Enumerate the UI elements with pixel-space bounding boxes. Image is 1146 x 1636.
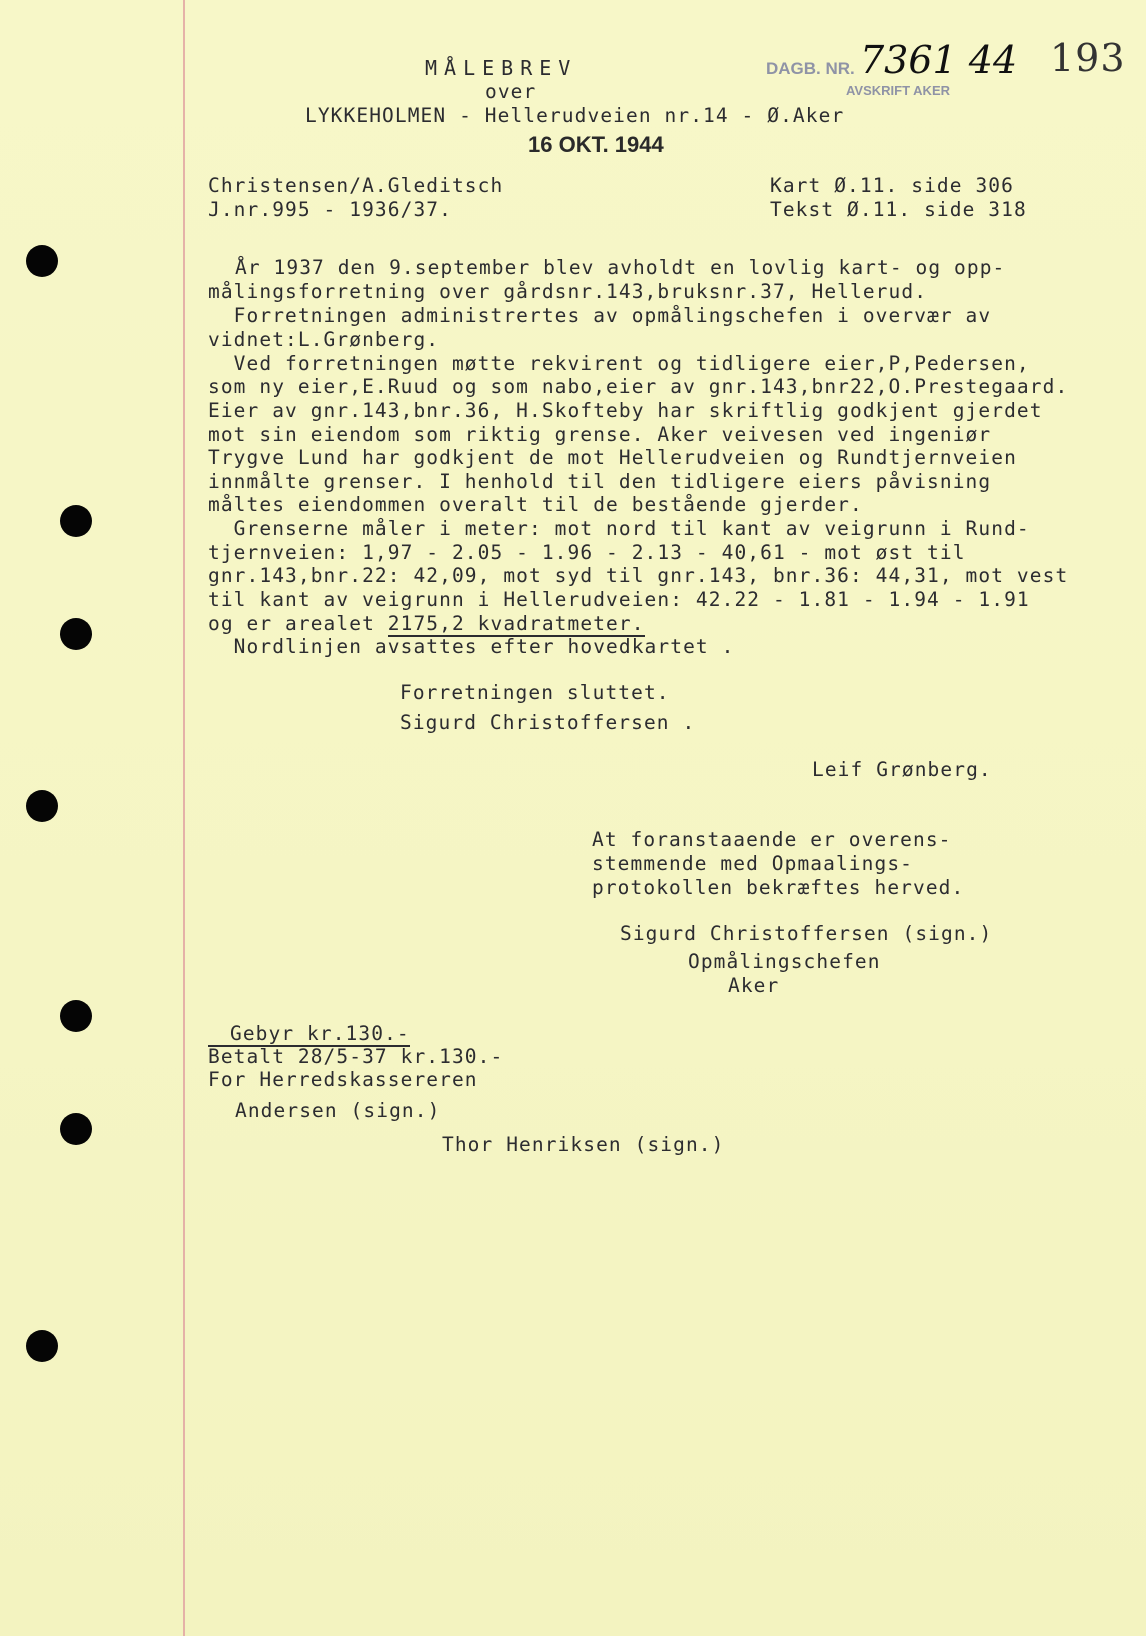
fee-for: For Herredskassereren [208, 1068, 478, 1091]
title-over: over [485, 80, 537, 103]
punch-hole [60, 618, 92, 650]
punch-hole [26, 1330, 58, 1362]
body-line: målingsforretning over gårdsnr.143,bruksnr.37, Hellerud. [208, 280, 928, 303]
area-value: 2175,2 kvadratmeter. [387, 612, 645, 635]
reference-right-1: Kart Ø.11. side 306 [770, 174, 1014, 197]
punch-hole [26, 790, 58, 822]
punch-hole [60, 505, 92, 537]
certification-role: Opmålingschefen [688, 950, 881, 973]
property-line: LYKKEHOLMEN - Hellerudveien nr.14 - Ø.Aker [305, 104, 845, 127]
certification-line: protokollen bekræftes herved. [592, 876, 965, 899]
body-line: Forretningen administrertes av opmålingschefen i overvær av [208, 304, 992, 327]
reference-right-2: Tekst Ø.11. side 318 [770, 198, 1027, 221]
closing-concluded: Forretningen sluttet. [400, 681, 670, 704]
fee-andersen: Andersen (sign.) [235, 1099, 441, 1122]
dagb-stamp: DAGB. NR. [766, 59, 855, 78]
date-stamp: 16 OKT. 1944 [528, 132, 664, 157]
closing-signer-1: Sigurd Christoffersen . [400, 711, 696, 734]
punch-hole [60, 1113, 92, 1145]
fee-betalt: Betalt 28/5-37 kr.130.- [208, 1045, 504, 1068]
body-line: til kant av veigrunn i Hellerudveien: 42.22 - 1.81 - 1.94 - 1.91 [208, 588, 1030, 611]
body-line: innmålte grenser. I henhold til den tidligere eiers påvisning [208, 470, 992, 493]
body-line: vidnet:L.Grønberg. [208, 328, 440, 351]
certification-line: At foranstaaende er overens- [592, 828, 952, 851]
reference-left-2: J.nr.995 - 1936/37. [208, 198, 452, 221]
body-line: mot sin eiendom som riktig grense. Aker veivesen ved ingeniør [208, 423, 992, 446]
body-line: Nordlinjen avsattes efter hovedkartet . [208, 635, 735, 658]
body-line: Ved forretningen møtte rekvirent og tidligere eier,P,Pedersen, [208, 352, 1030, 375]
body-line: Grenserne måler i meter: mot nord til kant av veigrunn i Rund- [208, 517, 1030, 540]
page-number: 193 [1050, 36, 1126, 80]
body-line: som ny eier,E.Ruud og som nabo,eier av gnr.143,bnr22,O.Prestegaard. [208, 375, 1069, 398]
handwritten-journal-number: 7361 44 [860, 38, 1018, 82]
fee-gebyr-text: Gebyr kr.130.- [208, 1022, 410, 1047]
punch-hole [26, 245, 58, 277]
body-line: Trygve Lund har godkjent de mot Hellerudveien og Rundtjernveien [208, 446, 1017, 469]
area-prefix: og er arealet [208, 612, 388, 635]
fee-gebyr [208, 1022, 410, 1046]
avskrift-stamp: AVSKRIFT AKER [846, 83, 950, 98]
reference-left-1: Christensen/A.Gleditsch [208, 174, 504, 197]
fee-thor: Thor Henriksen (sign.) [442, 1133, 725, 1156]
closing-signer-2: Leif Grønberg. [812, 758, 992, 781]
body-line-area [208, 612, 645, 636]
document-title: MÅLEBREV [425, 56, 578, 80]
body-line: gnr.143,bnr.22: 42,09, mot syd til gnr.143, bnr.36: 44,31, mot vest [208, 564, 1069, 587]
margin-rule [183, 0, 185, 1636]
certification-line: stemmende med Opmaalings- [592, 852, 913, 875]
body-line: Eier av gnr.143,bnr.36, H.Skofteby har skriftlig godkjent gjerdet [208, 399, 1043, 422]
certification-signer: Sigurd Christoffersen (sign.) [620, 922, 993, 945]
certification-place: Aker [728, 974, 780, 997]
punch-hole [60, 1000, 92, 1032]
body-line: måltes eiendommen overalt til de bestående gjerder. [208, 493, 863, 516]
body-line: tjernveien: 1,97 - 2.05 - 1.96 - 2.13 - 40,61 - mot øst til [208, 541, 966, 564]
body-line: År 1937 den 9.september blev avholdt en lovlig kart- og opp- [235, 256, 1006, 279]
